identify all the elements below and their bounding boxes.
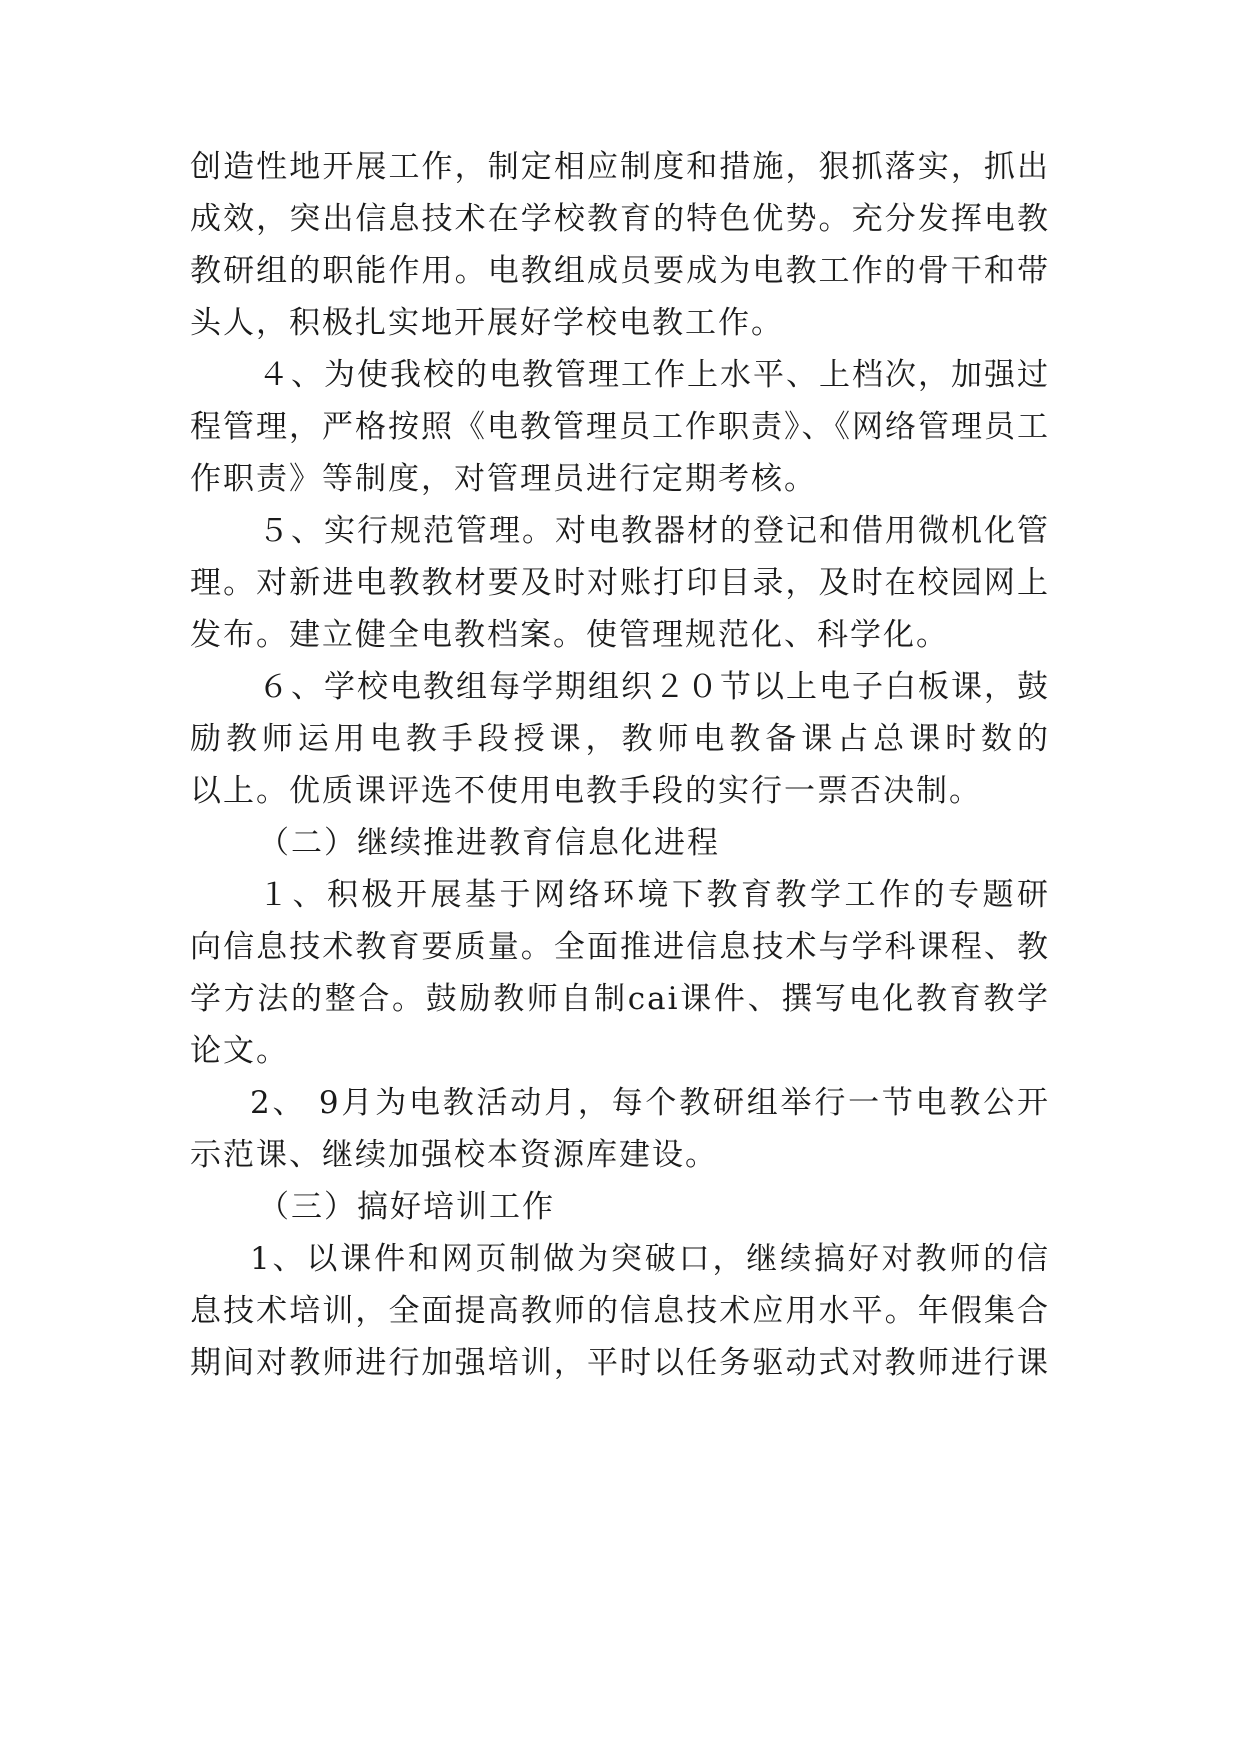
text-line: ４、为使我校的电教管理工作上水平、上档次，加强过 [258,357,1050,393]
text-line: 示范课、继续加强校本资源库建设。 [190,1137,718,1173]
text-line: ５、实行规范管理。对电教器材的登记和借用微机化管 [258,513,1050,549]
text-line: 创造性地开展工作，制定相应制度和措施，狠抓落实，抓出 [190,149,1050,185]
text-line: 理。对新进电教教材要及时对账打印目录，及时在校园网上 [190,565,1050,601]
text-line: 2、 9月为电教活动月，每个教研组举行一节电教公开 [250,1085,1050,1121]
text-line: 程管理，严格按照《电教管理员工作职责》、《网络管理员工 [190,409,1050,445]
section-heading: （二）继续推进教育信息化进程 [258,825,720,861]
text-line: 论文。 [190,1033,289,1069]
text-line: 成效，突出信息技术在学校教育的特色优势。充分发挥电教 [190,201,1050,237]
text-line: 作职责》等制度，对管理员进行定期考核。 [190,461,817,497]
text-line: 1、以课件和网页制做为突破口，继续搞好对教师的信 [250,1241,1050,1277]
text-line: 教研组的职能作用。电教组成员要成为电教工作的骨干和带 [190,253,1050,289]
section-heading: （三）搞好培训工作 [258,1189,555,1225]
text-line: ６、学校电教组每学期组织２０节以上电子白板课，鼓 [258,669,1050,705]
text-line: 头人，积极扎实地开展好学校电教工作。 [190,305,784,341]
text-line: 发布。建立健全电教档案。使管理规范化、科学化。 [190,617,949,653]
text-line: 学方法的整合。鼓励教师自制cai课件、撰写电化教育教学 [190,981,1050,1017]
text-line: 励教师运用电教手段授课，教师电教备课占总课时数的 [190,721,1050,757]
text-line: 向信息技术教育要质量。全面推进信息技术与学科课程、教 [190,929,1050,965]
text-line: 期间对教师进行加强培训，平时以任务驱动式对教师进行课 [190,1345,1050,1381]
text-line: 息技术培训，全面提高教师的信息技术应用水平。年假集合 [190,1293,1050,1329]
text-line: １、积极开展基于网络环境下教育教学工作的专题研 [258,877,1050,913]
text-line: 以上。优质课评选不使用电教手段的实行一票否决制。 [190,773,982,809]
